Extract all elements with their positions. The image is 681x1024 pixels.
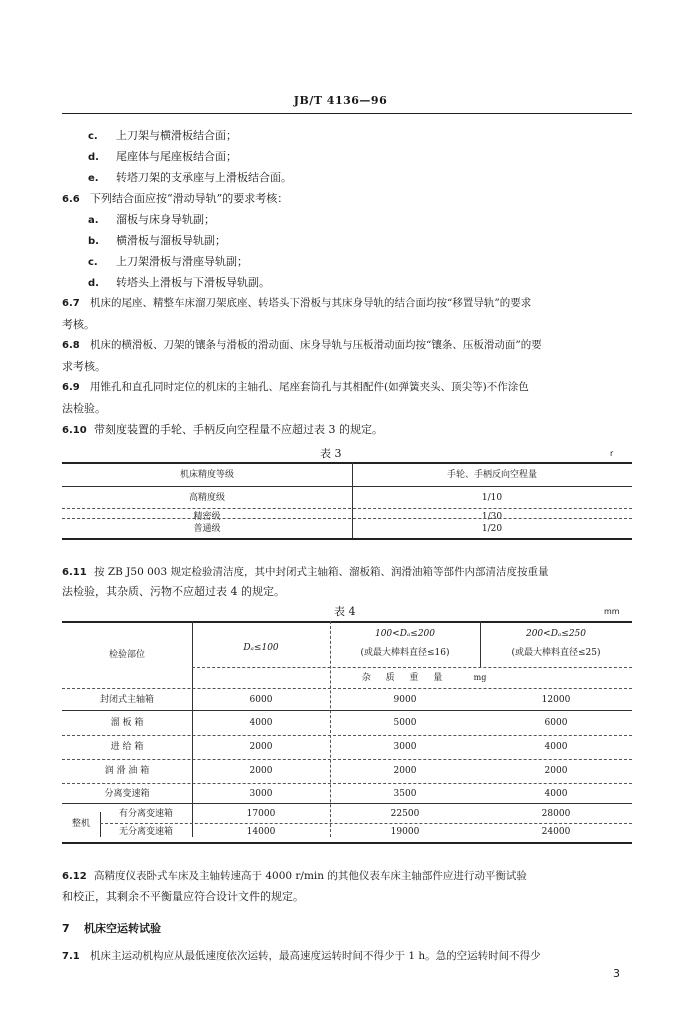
table4-cell: 12000 bbox=[541, 695, 571, 705]
table4-cell: 24000 bbox=[541, 827, 571, 837]
page-number: 3 bbox=[613, 967, 620, 980]
table-row-rule bbox=[62, 710, 632, 711]
table4-cell: 9000 bbox=[393, 695, 417, 705]
clause-text-continued: 考核。 bbox=[62, 318, 95, 331]
list-item bbox=[88, 276, 270, 290]
table4-header-col1: Dₐ≤100 bbox=[243, 643, 279, 653]
table4-band-unit: mg bbox=[473, 673, 487, 682]
table-row-rule bbox=[62, 508, 632, 509]
clause-text: 机床主运动机构应从最低速度依次运转，最高速度运转时间不得少于 1 h。急的空运转时间不得少 bbox=[90, 950, 541, 962]
item-label: a. bbox=[88, 215, 99, 226]
clause-6-10 bbox=[62, 423, 383, 437]
clause-text: 高精度仪表卧式车床及主轴转速高于 4000 r/min 的其他仪表车床主轴部件应进行动平衡试验 bbox=[94, 870, 527, 882]
item-text: 上刀架与横滑板结合面； bbox=[116, 129, 237, 142]
item-label: c. bbox=[88, 257, 98, 268]
clause-text-continued: 和校正，其剩余不平衡量应符合设计文件的规定。 bbox=[62, 890, 304, 903]
table-rule bbox=[62, 486, 632, 487]
clause-number: 6.8 bbox=[62, 340, 80, 351]
table4-cell: 6000 bbox=[544, 718, 568, 728]
table3-unit: r bbox=[610, 449, 614, 458]
clause-6-11 bbox=[62, 566, 548, 579]
clause-6-12 bbox=[62, 870, 527, 883]
table3-cell: 1/10 bbox=[481, 493, 503, 503]
table-row-rule bbox=[100, 823, 632, 824]
item-label: d. bbox=[88, 152, 99, 163]
table4-cell: 17000 bbox=[246, 809, 276, 819]
item-text: 横滑板与溜板导轨副； bbox=[116, 234, 226, 247]
document-header: JB/T 4136—96 bbox=[293, 94, 388, 107]
table3-header-grade: 机床精度等级 bbox=[179, 470, 234, 480]
list-item bbox=[88, 255, 248, 269]
table-row-rule bbox=[62, 518, 632, 519]
table4-cell: 3000 bbox=[249, 789, 273, 799]
section-title: 机床空运转试验 bbox=[84, 922, 161, 935]
clause-text: 机床的尾座、精整车床溜刀架底座、转塔头下滑板与其床身导轨的结合面均按“移置导轨”的要求 bbox=[90, 297, 532, 309]
table3-cell: 1/30 bbox=[481, 512, 503, 522]
clause-number: 6.11 bbox=[62, 567, 87, 578]
table3-caption: 表 3 bbox=[320, 447, 342, 460]
table4-row-part: 润 滑 油 箱 bbox=[104, 766, 150, 776]
table4-cell: 4000 bbox=[249, 718, 273, 728]
table-rule bbox=[62, 842, 632, 844]
clause-number: 6.12 bbox=[62, 871, 87, 882]
list-item bbox=[88, 150, 237, 164]
section-number: 7 bbox=[62, 922, 70, 935]
item-label: d. bbox=[88, 278, 99, 289]
table4-cell: 2000 bbox=[393, 766, 417, 776]
clause-number: 7.1 bbox=[62, 951, 80, 962]
item-label: e. bbox=[88, 173, 99, 184]
clause-text-continued: 法检验，其杂质、污物不应超过表 4 的规定。 bbox=[62, 585, 285, 598]
item-text: 上刀架滑板与滑座导轨副； bbox=[116, 255, 248, 268]
clause-7-1 bbox=[62, 950, 541, 963]
table3-cell: 精密级 bbox=[193, 512, 221, 522]
table-rule bbox=[192, 667, 632, 668]
item-label: c. bbox=[88, 131, 98, 142]
list-item bbox=[88, 234, 226, 248]
table4-row-part: 封闭式主轴箱 bbox=[99, 695, 154, 705]
table4-cell: 28000 bbox=[541, 809, 571, 819]
clause-number: 6.7 bbox=[62, 298, 80, 309]
table4-row-part: 有分离变速箱 bbox=[118, 809, 173, 819]
table-rule bbox=[62, 621, 632, 623]
table4-cell: 3000 bbox=[393, 742, 417, 752]
list-item bbox=[88, 213, 215, 227]
clause-text: 机床的横滑板、刀架的镶条与滑板的滑动面、床身导轨与压板滑动面均按“镶条、压板滑动面”的要 bbox=[90, 339, 542, 351]
table4-cell: 2000 bbox=[249, 766, 273, 776]
table-row-rule bbox=[62, 783, 632, 784]
table4-cell: 4000 bbox=[544, 789, 568, 799]
table4-unit: mm bbox=[604, 607, 620, 616]
table4-cell: 22500 bbox=[390, 809, 420, 819]
clause-6-7 bbox=[62, 297, 531, 310]
table4-row-part: 分离变速箱 bbox=[104, 789, 150, 799]
table3-cell: 高精度级 bbox=[188, 493, 225, 503]
clause-6-8 bbox=[62, 339, 542, 352]
table4-cell: 6000 bbox=[249, 695, 273, 705]
clause-6-6 bbox=[62, 192, 288, 206]
table-rule bbox=[62, 462, 632, 464]
table4-group-label: 整机 bbox=[71, 819, 90, 829]
item-text: 转塔刀架的支承座与上滑板结合面。 bbox=[116, 171, 292, 184]
table4-header-col2-note: (或最大棒料直径≤16) bbox=[360, 648, 450, 658]
table3-cell: 普通级 bbox=[193, 524, 221, 534]
clause-text-continued: 求考核。 bbox=[62, 360, 106, 373]
table4-cell: 2000 bbox=[544, 766, 568, 776]
clause-number: 6.10 bbox=[62, 425, 87, 436]
item-text: 溜板与床身导轨副； bbox=[116, 213, 215, 226]
table4-header-col3-range: 200<Dₐ≤250 bbox=[525, 629, 587, 639]
table4-row-part: 无分离变速箱 bbox=[118, 827, 173, 837]
clause-number: 6.6 bbox=[62, 194, 80, 205]
clause-text: 按 ZB J50 003 规定检验清洁度，其中封闭式主轴箱、溜板箱、润滑油箱等部件内部清洁度按重量 bbox=[94, 566, 549, 578]
table4-header-col3-note: (或最大棒料直径≤25) bbox=[511, 648, 601, 658]
table4-row-part: 进 给 箱 bbox=[110, 742, 144, 752]
table3-header-backlash: 手轮、手柄反向空程量 bbox=[446, 470, 537, 480]
header-rule bbox=[62, 113, 632, 114]
table4-cell: 3500 bbox=[393, 789, 417, 799]
table4-caption: 表 4 bbox=[334, 605, 356, 618]
table4-cell: 4000 bbox=[544, 742, 568, 752]
clause-text: 用锥孔和直孔同时定位的机床的主轴孔、尾座套筒孔与其相配件(如弹簧夹头、顶尖等)不作涂色 bbox=[90, 381, 529, 393]
table4-cell: 2000 bbox=[249, 742, 273, 752]
list-item bbox=[88, 171, 292, 185]
section-7-heading bbox=[62, 922, 161, 935]
table4-header-part: 检验部位 bbox=[108, 650, 145, 660]
item-text: 尾座体与尾座板结合面； bbox=[116, 150, 237, 163]
item-text: 转塔头上滑板与下滑板导轨副。 bbox=[116, 276, 270, 289]
clause-text: 带刻度装置的手轮、手柄反向空程量不应超过表 3 的规定。 bbox=[94, 423, 383, 436]
table-row-rule bbox=[62, 759, 632, 760]
table4-band-label: 杂 质 重 量 bbox=[361, 673, 449, 683]
list-item bbox=[88, 129, 237, 143]
table4-header-col2-range: 100<Dₐ≤200 bbox=[374, 629, 436, 639]
table4-cell: 19000 bbox=[390, 827, 420, 837]
table-row-rule bbox=[62, 735, 632, 736]
table4-row-part: 溜 板 箱 bbox=[110, 718, 144, 728]
clause-text-continued: 法检验。 bbox=[62, 402, 106, 415]
item-label: b. bbox=[88, 236, 99, 247]
clause-6-9 bbox=[62, 381, 529, 394]
clause-text: 下列结合面应按“滑动导轨”的要求考核： bbox=[90, 192, 289, 205]
table-rule bbox=[62, 538, 632, 540]
table4-cell: 5000 bbox=[393, 718, 417, 728]
table4-cell: 14000 bbox=[246, 827, 276, 837]
table-rule bbox=[62, 688, 632, 689]
table3-cell: 1/20 bbox=[481, 524, 503, 534]
table-row-rule bbox=[62, 803, 632, 804]
clause-number: 6.9 bbox=[62, 382, 80, 393]
